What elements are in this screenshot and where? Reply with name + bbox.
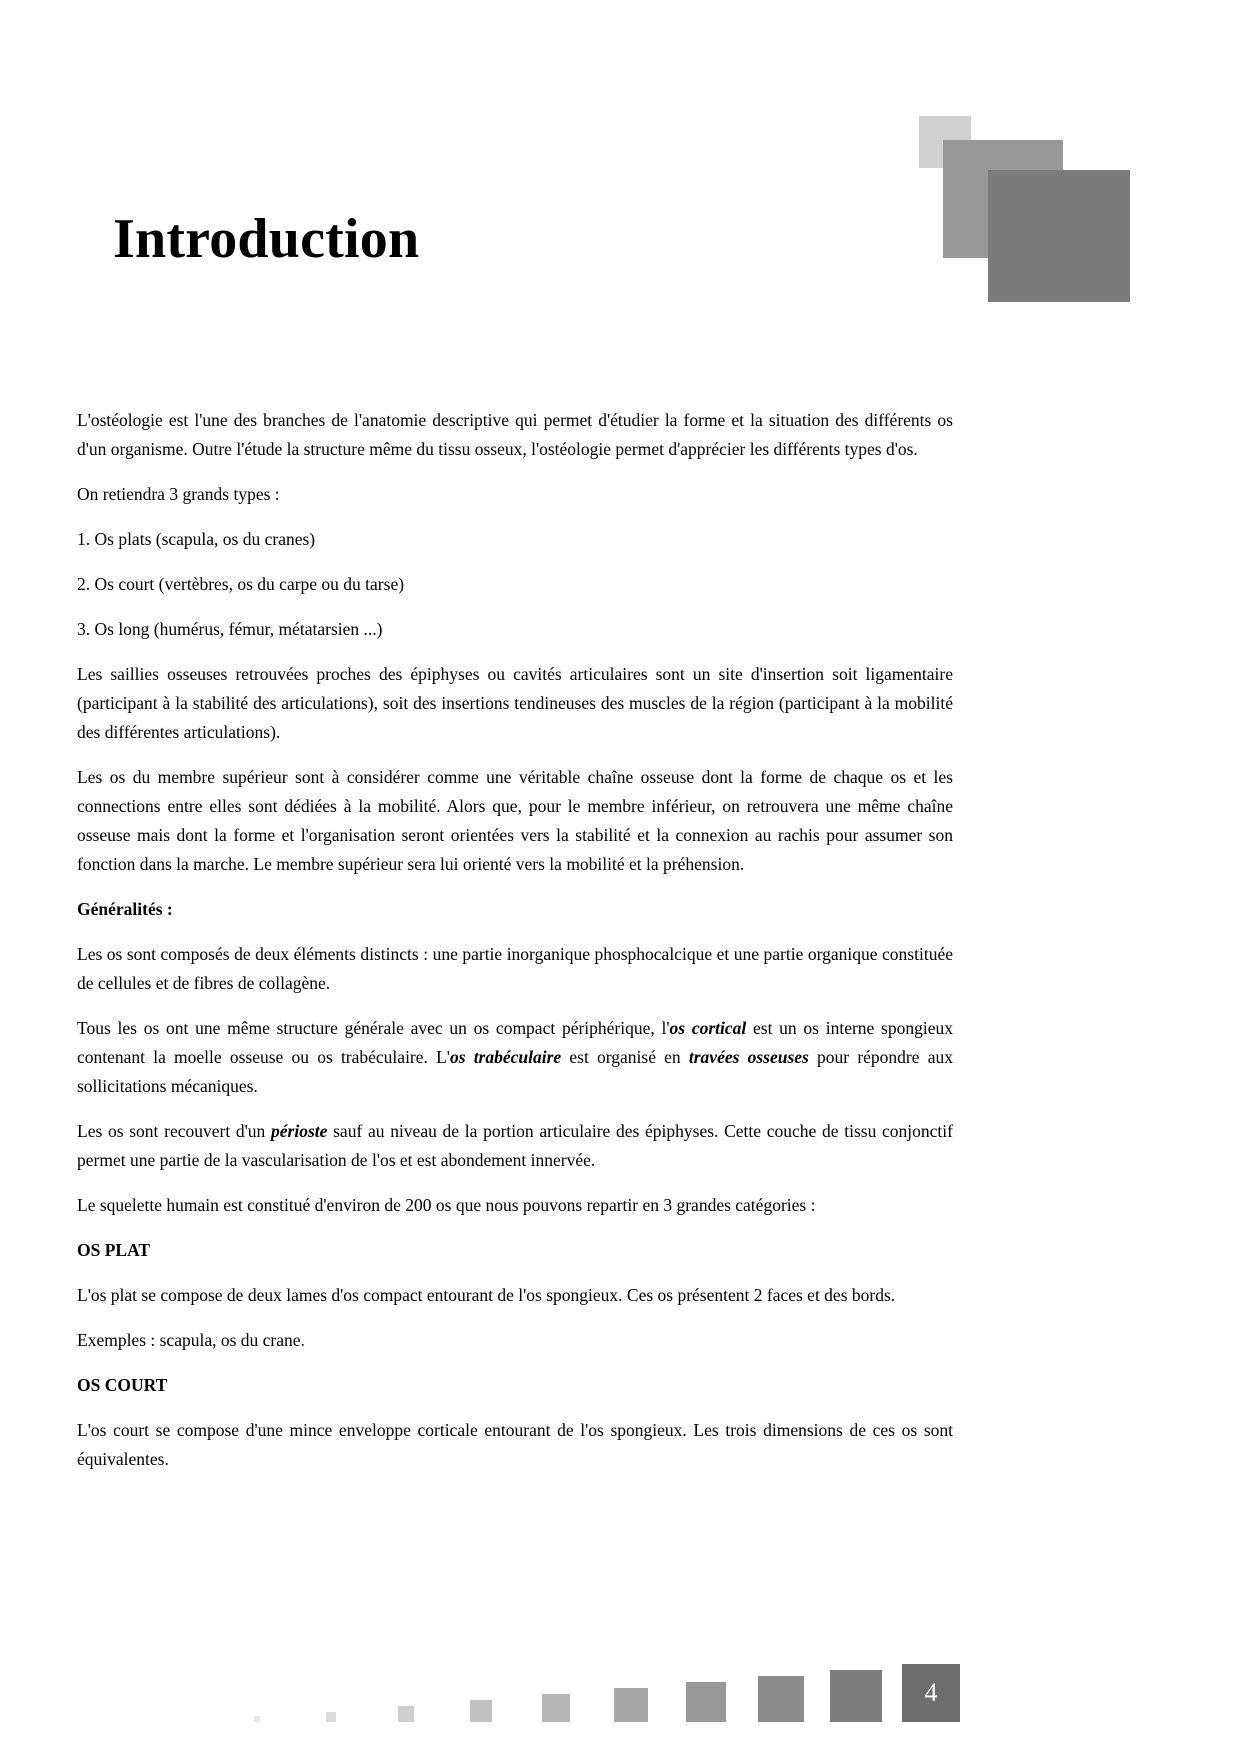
paragraph-composition-os: Les os sont composés de deux éléments distincts : une partie inorganique phosphocalcique et une partie organique constituée de cellules et de fibres de collagène. — [77, 944, 953, 993]
header-dark-square-icon — [988, 170, 1130, 302]
footer-square-icon — [614, 1688, 648, 1722]
footer-square-icon — [398, 1706, 414, 1722]
text-segment: Tous les os ont une même structure générale avec un os compact périphérique, l' — [77, 1018, 670, 1038]
footer-square-icon — [830, 1670, 882, 1722]
heading-generalites: Généralités : — [77, 899, 173, 919]
page-number: 4 — [902, 1664, 960, 1722]
text-segment: est un os interne spongieux contenant la moelle osseuse ou os trabéculaire. L' — [77, 1018, 953, 1067]
text-segment: sauf au niveau de la portion articulaire des épiphyses. Cette couche de tissu conjonctif permet une partie de la vascularisation de l'os et est abondement innervée. — [77, 1121, 953, 1170]
paragraph-saillies-osseuses: Les saillies osseuses retrouvées proches des épiphyses ou cavités articulaires sont un site d'insertion soit ligamentaire (participant à la stabilité des articulations), soit des insertions tendineuses des muscles de la région (participant à la mobilité des différentes articulations). — [77, 664, 953, 742]
paragraph-os-court: L'os court se compose d'une mince enveloppe corticale entourant de l'os spongieux. Les trois dimensions de ces os sont équivalentes. — [77, 1420, 953, 1469]
paragraph-membre-superieur: Les os du membre supérieur sont à considérer comme une véritable chaîne osseuse dont la forme de chaque os et les connections entre elles sont dédiées à la mobilité. Alors que, pour le membre inférieur, on retrouvera une même chaîne osseuse mais dont la forme et l'organisation seront orientées vers la stabilité et la connexion au rachis pour assumer son fonction dans la marche. Le membre supérieur sera lui orienté vers la mobilité et la préhension. — [77, 767, 953, 874]
text-segment: pour répondre aux sollicitations mécaniques. — [77, 1047, 953, 1096]
footer-square-icon — [686, 1682, 726, 1722]
list-item: 2. Os court (vertèbres, os du carpe ou du tarse) — [77, 574, 405, 594]
paragraph-squelette-humain: Le squelette humain est constitué d'environ de 200 os que nous pouvons repartir en 3 grandes catégories : — [77, 1195, 816, 1215]
heading-os-plat: OS PLAT — [77, 1240, 151, 1260]
footer-square-icon — [470, 1700, 492, 1722]
list-item: 3. Os long (humérus, fémur, métatarsien ...) — [77, 619, 383, 639]
paragraph-osteologie: L'ostéologie est l'une des branches de l'anatomie descriptive qui permet d'étudier la forme et la situation des différents os d'un organisme. Outre l'étude la structure même du tissu osseux, l'ostéologie permet d'apprécier les différents types d'os. — [77, 410, 953, 459]
footer-square-icon — [254, 1716, 260, 1722]
term-os-cortical: os cortical — [669, 1018, 747, 1038]
page-footer — [0, 1614, 1241, 1754]
term-travees-osseuses: travées osseuses — [688, 1047, 809, 1067]
document-body — [77, 406, 953, 1490]
paragraph-os-plat: L'os plat se compose de deux lames d'os compact entourant de l'os spongieux. Ces os présentent 2 faces et des bords. — [77, 1285, 896, 1305]
page-title: Introduction — [113, 207, 420, 270]
footer-square-icon — [542, 1694, 570, 1722]
paragraph-perioste — [77, 1117, 953, 1175]
list-item: 1. Os plats (scapula, os du cranes) — [77, 529, 316, 549]
footer-decoration — [248, 1662, 960, 1722]
term-os-trabeculaire: os trabéculaire — [449, 1047, 562, 1067]
footer-square-icon — [326, 1712, 336, 1722]
text-segment: est organisé en — [561, 1047, 689, 1067]
footer-square-icon — [758, 1676, 804, 1722]
heading-os-court: OS COURT — [77, 1375, 168, 1395]
paragraph-structure-generale — [77, 1014, 953, 1101]
text-segment: Les os sont recouvert d'un — [77, 1121, 272, 1141]
lead-in-three-types: On retiendra 3 grands types : — [77, 484, 280, 504]
header-decoration — [901, 0, 1241, 340]
term-perioste: périoste — [271, 1121, 328, 1141]
paragraph-exemples-os-plat: Exemples : scapula, os du crane. — [77, 1330, 305, 1350]
